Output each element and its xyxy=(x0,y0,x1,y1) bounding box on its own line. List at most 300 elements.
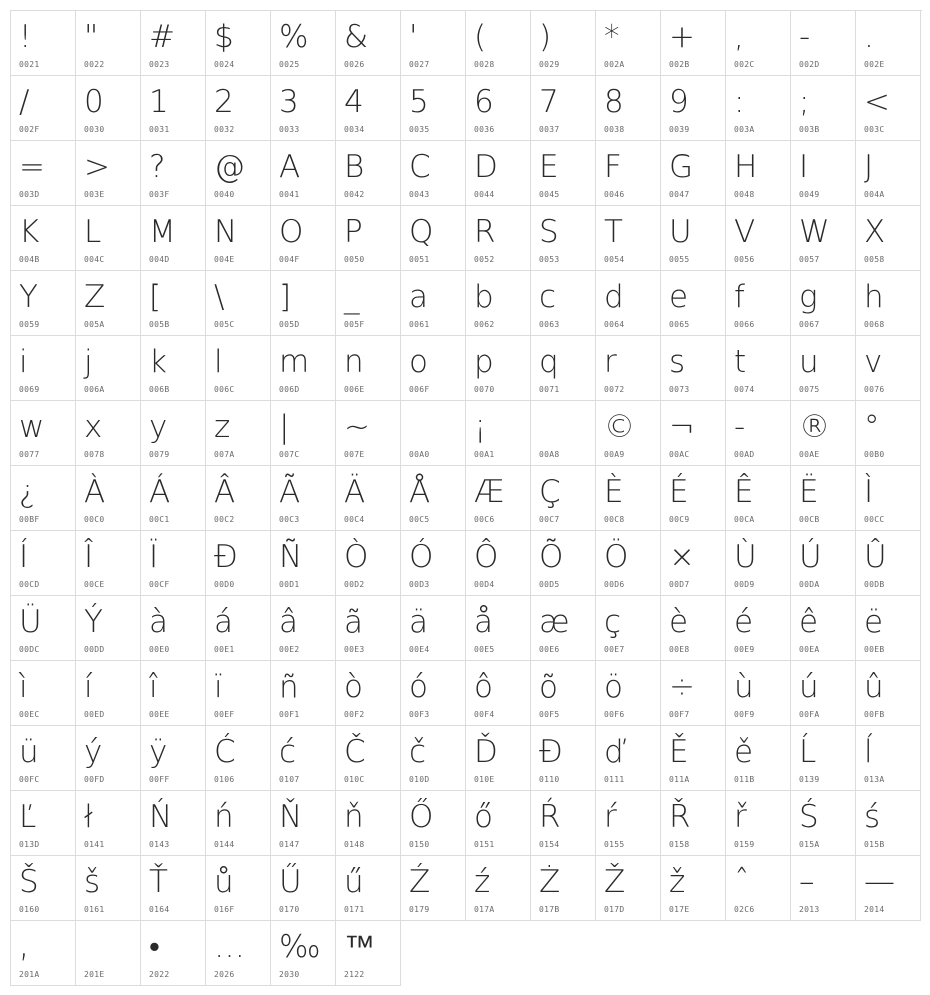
glyph-cell xyxy=(726,726,791,791)
glyph-character: W xyxy=(799,214,830,250)
glyph-cell xyxy=(76,141,141,206)
glyph-codepoint: 00F5 xyxy=(539,710,560,719)
glyph-codepoint: 2013 xyxy=(799,905,820,914)
glyph-codepoint: 0155 xyxy=(604,840,625,849)
glyph-character: ¡ xyxy=(474,409,487,445)
glyph-character: ? xyxy=(149,149,166,185)
glyph-cell xyxy=(76,466,141,531)
glyph-cell xyxy=(531,11,596,76)
glyph-codepoint: 0171 xyxy=(344,905,365,914)
glyph-codepoint: 00E0 xyxy=(149,645,170,654)
glyph-cell xyxy=(531,206,596,271)
glyph-character: Ì xyxy=(864,474,874,510)
glyph-codepoint: 00C0 xyxy=(84,515,105,524)
glyph-row xyxy=(11,141,922,206)
glyph-row xyxy=(11,921,922,986)
glyph-cell xyxy=(336,856,401,921)
glyph-character: B xyxy=(344,149,365,185)
glyph-character: Ŕ xyxy=(539,799,561,835)
glyph-character: × xyxy=(669,539,695,575)
glyph-cell xyxy=(791,336,856,401)
glyph-codepoint: 00D1 xyxy=(279,580,300,589)
glyph-cell xyxy=(661,856,726,921)
glyph-cell xyxy=(856,596,921,661)
glyph-codepoint: 011B xyxy=(734,775,755,784)
glyph-character: Ż xyxy=(539,864,561,900)
glyph-cell xyxy=(401,141,466,206)
glyph-character: Ű xyxy=(279,864,302,900)
glyph-codepoint: 0078 xyxy=(84,450,105,459)
glyph-codepoint: 2122 xyxy=(344,970,365,979)
glyph-codepoint: 005F xyxy=(344,320,365,329)
glyph-codepoint: 0164 xyxy=(149,905,170,914)
glyph-character: , xyxy=(734,19,744,55)
glyph-cell xyxy=(141,76,206,141)
glyph-codepoint: 00AC xyxy=(669,450,690,459)
glyph-character: o xyxy=(409,344,428,380)
glyph-cell xyxy=(336,141,401,206)
glyph-codepoint: 0041 xyxy=(279,190,300,199)
glyph-codepoint: 00FF xyxy=(149,775,170,784)
glyph-codepoint: 010C xyxy=(344,775,365,784)
glyph-cell xyxy=(206,141,271,206)
glyph-cell xyxy=(271,531,336,596)
glyph-codepoint: 00DC xyxy=(19,645,40,654)
glyph-character: å xyxy=(474,604,493,640)
glyph-character: 7 xyxy=(539,84,559,120)
glyph-cell xyxy=(856,661,921,726)
glyph-character: M xyxy=(149,214,176,250)
glyph-cell xyxy=(141,661,206,726)
glyph-character: Í xyxy=(19,539,29,575)
glyph-row xyxy=(11,11,922,76)
glyph-codepoint: 0054 xyxy=(604,255,625,264)
glyph-character: # xyxy=(149,19,175,55)
glyph-codepoint: 00F9 xyxy=(734,710,755,719)
glyph-codepoint: 0040 xyxy=(214,190,235,199)
glyph-character: æ xyxy=(539,604,570,640)
glyph-codepoint: 00C4 xyxy=(344,515,365,524)
glyph-codepoint: 00C5 xyxy=(409,515,430,524)
glyph-cell xyxy=(791,531,856,596)
glyph-codepoint: 002D xyxy=(799,60,820,69)
glyph-codepoint: 003A xyxy=(734,125,755,134)
glyph-codepoint: 0075 xyxy=(799,385,820,394)
glyph-codepoint: 004E xyxy=(214,255,235,264)
glyph-cell xyxy=(271,856,336,921)
glyph-character: — xyxy=(864,864,895,900)
glyph-cell xyxy=(271,596,336,661)
glyph-cell xyxy=(791,271,856,336)
glyph-codepoint: 0065 xyxy=(669,320,690,329)
glyph-cell xyxy=(856,11,921,76)
glyph-codepoint: 016F xyxy=(214,905,235,914)
glyph-cell xyxy=(661,11,726,76)
glyph-codepoint: 0027 xyxy=(409,60,430,69)
glyph-cell xyxy=(726,141,791,206)
glyph-codepoint: 00E1 xyxy=(214,645,235,654)
glyph-codepoint: 00C2 xyxy=(214,515,235,524)
glyph-character: l xyxy=(214,344,223,380)
glyph-codepoint: 00D4 xyxy=(474,580,495,589)
glyph-cell xyxy=(856,856,921,921)
glyph-cell xyxy=(271,336,336,401)
glyph-cell xyxy=(596,401,661,466)
glyph-codepoint: 0062 xyxy=(474,320,495,329)
glyph-codepoint: 0066 xyxy=(734,320,755,329)
glyph-character: ã xyxy=(344,604,363,640)
glyph-cell xyxy=(466,726,531,791)
glyph-cell xyxy=(141,531,206,596)
glyph-character: p xyxy=(474,344,494,380)
glyph-codepoint: 005A xyxy=(84,320,105,329)
glyph-cell xyxy=(401,466,466,531)
glyph-cell xyxy=(401,856,466,921)
glyph-codepoint: 00E6 xyxy=(539,645,560,654)
glyph-character: Ž xyxy=(604,864,626,900)
glyph-row xyxy=(11,401,922,466)
glyph-codepoint: 0049 xyxy=(799,190,820,199)
glyph-character: \ xyxy=(214,279,225,315)
glyph-character: / xyxy=(19,84,30,120)
glyph-cell xyxy=(141,271,206,336)
glyph-codepoint: 0021 xyxy=(19,60,40,69)
glyph-cell xyxy=(791,726,856,791)
glyph-character: Y xyxy=(19,279,38,315)
glyph-codepoint: 011A xyxy=(669,775,690,784)
glyph-cell xyxy=(596,466,661,531)
glyph-character: È xyxy=(604,474,624,510)
glyph-character: Đ xyxy=(214,539,239,575)
glyph-cell xyxy=(596,141,661,206)
glyph-cell xyxy=(661,726,726,791)
glyph-character: ç xyxy=(604,604,622,640)
glyph-character: – xyxy=(799,864,815,900)
glyph-character: v xyxy=(864,344,883,380)
glyph-codepoint: 0077 xyxy=(19,450,40,459)
glyph-character: ů xyxy=(214,864,234,900)
glyph-cell xyxy=(401,401,466,466)
glyph-cell xyxy=(141,856,206,921)
glyph-character: ž xyxy=(669,864,686,900)
glyph-character: - xyxy=(734,409,746,445)
glyph-codepoint: 0063 xyxy=(539,320,560,329)
glyph-cell xyxy=(791,596,856,661)
glyph-character: ô xyxy=(474,669,493,705)
glyph-cell xyxy=(271,271,336,336)
glyph-character: _ xyxy=(344,279,360,315)
glyph-character: V xyxy=(734,214,756,250)
glyph-codepoint: 007A xyxy=(214,450,235,459)
glyph-character: ú xyxy=(799,669,819,705)
glyph-codepoint: 0050 xyxy=(344,255,365,264)
glyph-character: S xyxy=(539,214,559,250)
glyph-codepoint: 013D xyxy=(19,840,40,849)
glyph-cell xyxy=(466,596,531,661)
glyph-cell xyxy=(661,141,726,206)
glyph-codepoint: 0074 xyxy=(734,385,755,394)
glyph-character: Ě xyxy=(669,734,689,770)
glyph-cell xyxy=(531,726,596,791)
glyph-cell xyxy=(531,336,596,401)
glyph-character: Ľ xyxy=(19,799,37,835)
glyph-codepoint: 0158 xyxy=(669,840,690,849)
glyph-character: ě xyxy=(734,734,754,770)
glyph-character: % xyxy=(279,19,309,55)
glyph-character: K xyxy=(19,214,40,250)
glyph-character: r xyxy=(604,344,617,380)
glyph-cell xyxy=(466,466,531,531)
glyph-cell xyxy=(531,856,596,921)
glyph-codepoint: 00FD xyxy=(84,775,105,784)
glyph-codepoint: 00A8 xyxy=(539,450,560,459)
glyph-character: Î xyxy=(84,539,94,575)
glyph-codepoint: 0079 xyxy=(149,450,170,459)
glyph-codepoint: 00C9 xyxy=(669,515,690,524)
glyph-cell xyxy=(856,76,921,141)
glyph-cell xyxy=(76,206,141,271)
glyph-codepoint: 2014 xyxy=(864,905,885,914)
glyph-cell xyxy=(856,336,921,401)
glyph-codepoint: 201E xyxy=(84,970,105,979)
glyph-character: h xyxy=(864,279,884,315)
glyph-cell xyxy=(596,11,661,76)
glyph-character: ŕ xyxy=(604,799,617,835)
glyph-codepoint: 00DB xyxy=(864,580,885,589)
glyph-codepoint: 00A0 xyxy=(409,450,430,459)
glyph-character: X xyxy=(864,214,886,250)
glyph-cell xyxy=(791,661,856,726)
glyph-codepoint: 00C6 xyxy=(474,515,495,524)
glyph-codepoint: 0042 xyxy=(344,190,365,199)
glyph-character: ĺ xyxy=(864,734,873,770)
glyph-codepoint: 00D6 xyxy=(604,580,625,589)
glyph-cell xyxy=(141,11,206,76)
glyph-codepoint: 00AD xyxy=(734,450,755,459)
glyph-character: ď xyxy=(604,734,624,770)
glyph-cell xyxy=(76,791,141,856)
glyph-codepoint: 00F3 xyxy=(409,710,430,719)
glyph-codepoint: 003B xyxy=(799,125,820,134)
glyph-codepoint: 0026 xyxy=(344,60,365,69)
glyph-character: š xyxy=(84,864,101,900)
glyph-codepoint: 0144 xyxy=(214,840,235,849)
glyph-codepoint: 0076 xyxy=(864,385,885,394)
glyph-character: ˆ xyxy=(734,864,750,900)
glyph-codepoint: 00F4 xyxy=(474,710,495,719)
glyph-character: ñ xyxy=(279,669,299,705)
glyph-character: ì xyxy=(19,669,28,705)
glyph-cell xyxy=(336,791,401,856)
glyph-cell xyxy=(401,791,466,856)
glyph-cell xyxy=(856,466,921,531)
glyph-character: Á xyxy=(149,474,171,510)
glyph-cell xyxy=(206,76,271,141)
glyph-cell xyxy=(726,271,791,336)
glyph-character: ë xyxy=(864,604,884,640)
glyph-codepoint: 017B xyxy=(539,905,560,914)
glyph-codepoint: 0030 xyxy=(84,125,105,134)
glyph-cell xyxy=(661,531,726,596)
glyph-cell xyxy=(401,531,466,596)
glyph-cell xyxy=(856,206,921,271)
glyph-cell xyxy=(466,206,531,271)
glyph-codepoint: 00E2 xyxy=(279,645,300,654)
glyph-character: C xyxy=(409,149,431,185)
glyph-cell xyxy=(206,791,271,856)
glyph-character: ¬ xyxy=(669,409,695,445)
glyph-codepoint: 00D2 xyxy=(344,580,365,589)
glyph-codepoint: 004F xyxy=(279,255,300,264)
glyph-character: ř xyxy=(734,799,747,835)
glyph-cell xyxy=(596,661,661,726)
glyph-character: â xyxy=(279,604,298,640)
glyph-cell xyxy=(791,401,856,466)
glyph-codepoint: 00CE xyxy=(84,580,105,589)
glyph-cell xyxy=(531,76,596,141)
glyph-codepoint: 005B xyxy=(149,320,170,329)
glyph-character: T xyxy=(604,214,623,250)
glyph-codepoint: 00E4 xyxy=(409,645,430,654)
glyph-cell xyxy=(401,11,466,76)
glyph-cell xyxy=(856,791,921,856)
glyph-codepoint: 00BF xyxy=(19,515,40,524)
glyph-codepoint: 004C xyxy=(84,255,105,264)
glyph-codepoint: 010D xyxy=(409,775,430,784)
glyph-character: á xyxy=(214,604,233,640)
glyph-character: 3 xyxy=(279,84,299,120)
glyph-cell xyxy=(401,271,466,336)
glyph-cell xyxy=(271,921,336,986)
glyph-codepoint: 00D3 xyxy=(409,580,430,589)
glyph-codepoint: 0057 xyxy=(799,255,820,264)
glyph-codepoint: 0028 xyxy=(474,60,495,69)
glyph-cell xyxy=(206,206,271,271)
glyph-character: f xyxy=(734,279,745,315)
glyph-character: Ã xyxy=(279,474,301,510)
glyph-character: • xyxy=(149,929,160,965)
glyph-cell xyxy=(531,401,596,466)
glyph-cell xyxy=(596,856,661,921)
glyph-codepoint: 0031 xyxy=(149,125,170,134)
glyph-codepoint: 0148 xyxy=(344,840,365,849)
glyph-character: ‰ xyxy=(279,929,321,965)
glyph-cell xyxy=(11,206,76,271)
glyph-codepoint: 00CB xyxy=(799,515,820,524)
glyph-cell xyxy=(466,401,531,466)
glyph-codepoint: 2026 xyxy=(214,970,235,979)
glyph-character: u xyxy=(799,344,819,380)
glyph-codepoint: 0159 xyxy=(734,840,755,849)
glyph-character: Ä xyxy=(344,474,366,510)
glyph-codepoint: 00FA xyxy=(799,710,820,719)
glyph-codepoint: 00A9 xyxy=(604,450,625,459)
glyph-character: ò xyxy=(344,669,363,705)
glyph-codepoint: 00CC xyxy=(864,515,885,524)
glyph-codepoint: 0055 xyxy=(669,255,690,264)
glyph-character: Ê xyxy=(734,474,754,510)
glyph-codepoint: 0143 xyxy=(149,840,170,849)
glyph-cell xyxy=(531,791,596,856)
glyph-character: Ñ xyxy=(279,539,303,575)
glyph-cell xyxy=(336,206,401,271)
glyph-codepoint: 00E7 xyxy=(604,645,625,654)
glyph-codepoint: 004B xyxy=(19,255,40,264)
glyph-cell xyxy=(271,791,336,856)
glyph-cell xyxy=(76,856,141,921)
glyph-codepoint: 00FB xyxy=(864,710,885,719)
glyph-cell xyxy=(661,401,726,466)
glyph-cell xyxy=(466,11,531,76)
glyph-codepoint: 0160 xyxy=(19,905,40,914)
glyph-character: č xyxy=(409,734,427,770)
glyph-codepoint: 002B xyxy=(669,60,690,69)
glyph-cell xyxy=(856,726,921,791)
glyph-character: = xyxy=(19,149,45,185)
glyph-codepoint: 0058 xyxy=(864,255,885,264)
glyph-codepoint: 00DD xyxy=(84,645,105,654)
glyph-character: Ë xyxy=(799,474,819,510)
glyph-cell xyxy=(76,596,141,661)
glyph-codepoint: 0034 xyxy=(344,125,365,134)
glyph-character: < xyxy=(864,84,890,120)
glyph-row xyxy=(11,76,922,141)
glyph-character: Ò xyxy=(344,539,369,575)
glyph-cell xyxy=(11,11,76,76)
glyph-codepoint: 00E9 xyxy=(734,645,755,654)
glyph-codepoint: 00E3 xyxy=(344,645,365,654)
glyph-codepoint: 017A xyxy=(474,905,495,914)
glyph-character: ° xyxy=(864,409,880,445)
glyph-cell xyxy=(76,11,141,76)
glyph-cell xyxy=(336,596,401,661)
glyph-cell xyxy=(11,791,76,856)
glyph-row xyxy=(11,531,922,596)
glyph-cell xyxy=(76,76,141,141)
glyph-character: d xyxy=(604,279,624,315)
glyph-codepoint: 0046 xyxy=(604,190,625,199)
glyph-cell xyxy=(336,271,401,336)
glyph-cell xyxy=(401,726,466,791)
glyph-codepoint: 013A xyxy=(864,775,885,784)
glyph-codepoint: 0067 xyxy=(799,320,820,329)
glyph-codepoint: 0032 xyxy=(214,125,235,134)
glyph-codepoint: 006E xyxy=(344,385,365,394)
glyph-codepoint: 00DA xyxy=(799,580,820,589)
glyph-codepoint: 0024 xyxy=(214,60,235,69)
glyph-codepoint: 0154 xyxy=(539,840,560,849)
glyph-cell xyxy=(11,336,76,401)
glyph-cell xyxy=(726,11,791,76)
glyph-cell xyxy=(466,791,531,856)
glyph-codepoint: 002C xyxy=(734,60,755,69)
glyph-cell xyxy=(531,141,596,206)
glyph-codepoint: 0053 xyxy=(539,255,560,264)
glyph-cell xyxy=(336,11,401,76)
glyph-cell xyxy=(271,401,336,466)
glyph-character: Å xyxy=(409,474,431,510)
glyph-chart xyxy=(10,10,922,986)
glyph-codepoint: 0043 xyxy=(409,190,430,199)
glyph-cell xyxy=(206,726,271,791)
glyph-character: 2 xyxy=(214,84,234,120)
glyph-codepoint: 0061 xyxy=(409,320,430,329)
glyph-cell xyxy=(401,336,466,401)
glyph-codepoint: 0051 xyxy=(409,255,430,264)
glyph-character: Ý xyxy=(84,604,103,640)
glyph-character: À xyxy=(84,474,106,510)
glyph-codepoint: 00C1 xyxy=(149,515,170,524)
